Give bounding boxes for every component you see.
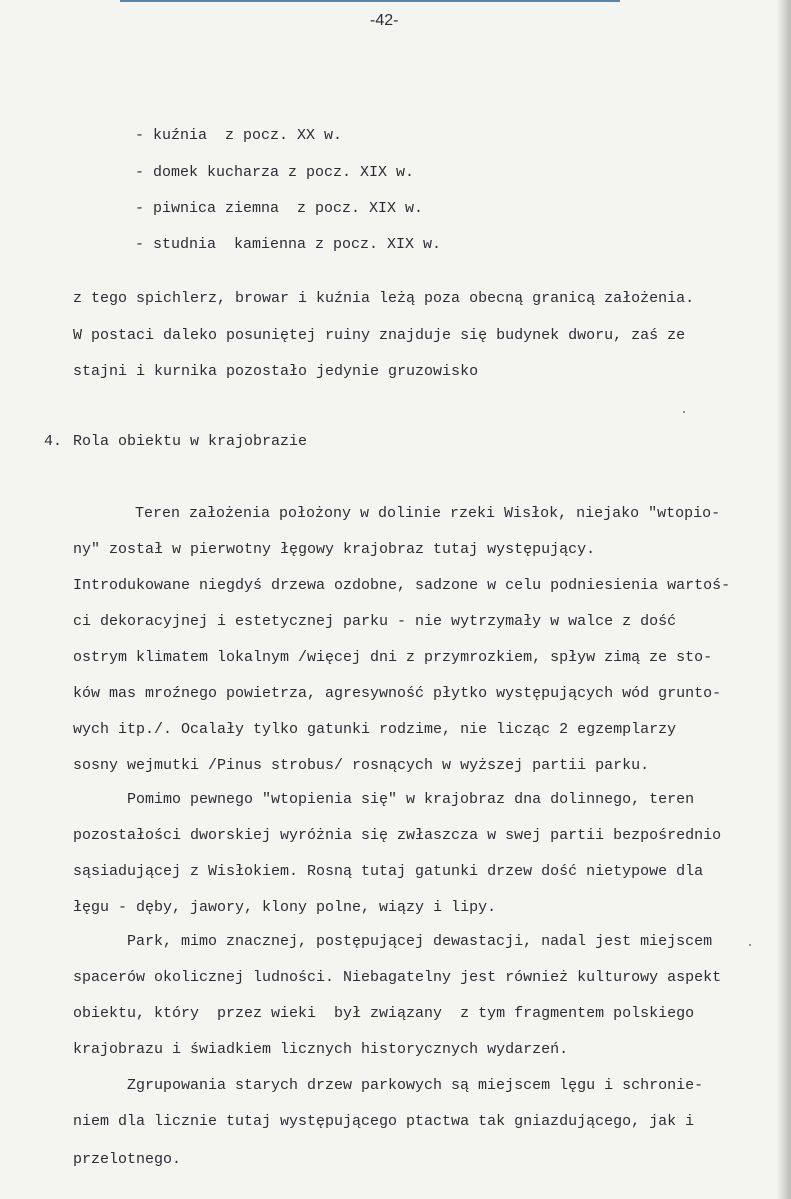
top-edge-strip (120, 0, 620, 2)
page-edge-shadow (777, 0, 791, 1199)
paragraph-line: obiektu, który przez wieki był związany z tym fragmentem polskiego (73, 1005, 695, 1022)
paragraph-line: stajni i kurnika pozostało jedynie gruzowisko (73, 363, 479, 380)
paragraph-line: W postaci daleko posuniętej ruiny znajduje się budynek dworu, zaś ze (73, 327, 686, 344)
paragraph-line: łęgu - dęby, jawory, klony polne, wiązy i lipy. (73, 899, 497, 916)
list-item: - kuźnia z pocz. XX w. (135, 127, 343, 144)
paragraph-line: wych itp./. Ocalały tylko gatunki rodzime, nie licząc 2 egzemplarzy (73, 721, 677, 738)
list-item: - domek kucharza z pocz. XIX w. (135, 164, 415, 181)
paragraph-line: ci dekoracyjnej i estetycznej parku - nie wytrzymały w walce z dość (73, 613, 677, 630)
paragraph-line: przelotnego. (73, 1151, 182, 1168)
paragraph-line: spacerów okolicznej ludności. Niebagatelny jest również kulturowy aspekt (73, 969, 722, 986)
section-heading: Rola obiektu w krajobrazie (73, 433, 308, 450)
paragraph-line: krajobrazu i świadkiem licznych historycznych wydarzeń. (73, 1041, 569, 1058)
paragraph-line: sosny wejmutki /Pinus strobus/ rosnących w wyższej partii parku. (73, 757, 650, 774)
paragraph-line: niem dla licznie tutaj występującego ptactwa tak gniazdującego, jak i (73, 1113, 695, 1130)
paragraph-line: ków mas mroźnego powietrza, agresywność płytko występujących wód grunto- (73, 685, 722, 702)
paragraph-line: Pomimo pewnego "wtopienia się" w krajobraz dna dolinnego, teren (127, 791, 695, 808)
paragraph-line: ostrym klimatem lokalnym /więcej dni z przymrozkiem, spływ zimą ze sto- (73, 649, 713, 666)
paper-speck (683, 411, 685, 413)
paragraph-line: sąsiadującej z Wisłokiem. Rosną tutaj gatunki drzew dość nietypowe dla (73, 863, 704, 880)
section-number: 4. (44, 433, 63, 450)
list-item: - studnia kamienna z pocz. XIX w. (135, 236, 442, 253)
page-number: -42- (370, 12, 399, 29)
paragraph-line: Teren założenia położony w dolinie rzeki Wisłok, niejako "wtopio- (135, 505, 721, 522)
paragraph-line: z tego spichlerz, browar i kuźnia leżą poza obecną granicą założenia. (73, 290, 695, 307)
paragraph-line: pozostałości dworskiej wyróżnia się zwłaszcza w swej partii bezpośrednio (73, 827, 722, 844)
paper-speck (749, 944, 751, 946)
paragraph-line: Park, mimo znacznej, postępującej dewastacji, nadal jest miejscem (127, 933, 713, 950)
list-item: - piwnica ziemna z pocz. XIX w. (135, 200, 424, 217)
paragraph-line: Introdukowane niegdyś drzewa ozdobne, sadzone w celu podniesienia wartoś- (73, 577, 731, 594)
paragraph-line: Zgrupowania starych drzew parkowych są miejscem lęgu i schronie- (127, 1077, 704, 1094)
paragraph-line: ny" został w pierwotny łęgowy krajobraz tutaj występujący. (73, 541, 596, 558)
